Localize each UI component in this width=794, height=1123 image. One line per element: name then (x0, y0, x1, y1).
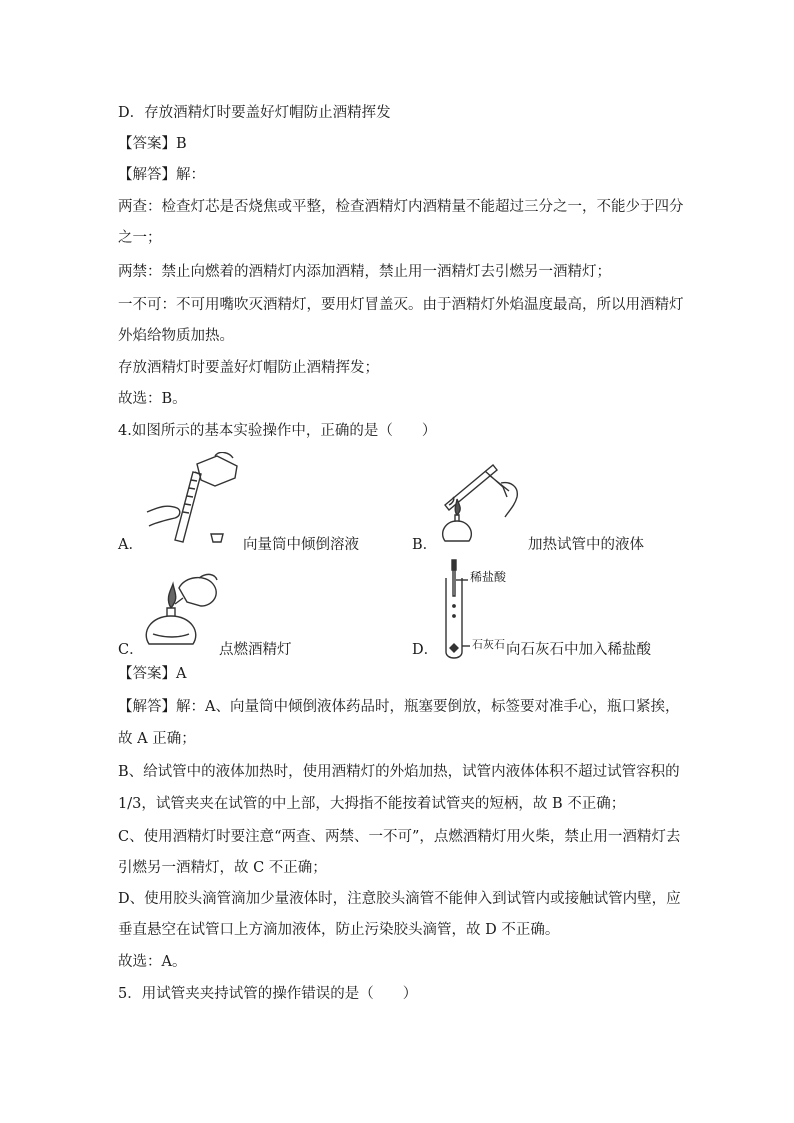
solution-text: 一不可：不可用嘴吹灭酒精灯，要用灯冒盖灭。由于酒精灯外焰温度最高，所以用酒精灯 (118, 297, 684, 313)
solution-text: 垂直悬空在试管口上方滴加液体，防止污染胶头滴管，故 D 不正确。 (118, 922, 560, 938)
solution-text: 1/3，试管夹夹在试管的中上部，大拇指不能按着试管夹的短柄，故 B 不正确； (118, 796, 626, 812)
answer-label: 【答案】A (118, 666, 187, 682)
final-answer: 故选：A。 (118, 954, 187, 970)
solution-label: 【解答】解： (118, 167, 205, 183)
solution-text: 存放酒精灯时要盖好灯帽防止酒精挥发； (118, 360, 379, 376)
option-c-text: 点燃酒精灯 (219, 642, 292, 658)
option-d-letter: D． (412, 642, 439, 658)
option-b-letter: B． (412, 537, 438, 553)
solution-text: 外焰给物质加热。 (118, 328, 234, 344)
solution-text: 两禁：禁止向燃着的酒精灯内添加酒精，禁止用一酒精灯去引燃另一酒精灯； (118, 264, 611, 280)
question-4-stem: 4.如图所示的基本实验操作中，正确的是（ ） (118, 423, 437, 439)
label-limestone: 石灰石 (472, 638, 505, 651)
figure-c-lighting (143, 568, 228, 650)
option-b-text: 加热试管中的液体 (528, 537, 644, 553)
figure-b-heating (435, 455, 530, 545)
final-answer: 故选：B。 (118, 391, 187, 407)
figure-a-pouring (145, 452, 245, 547)
option-d-text: 向石灰石中加入稀盐酸 (506, 642, 651, 658)
solution-text: 之一； (118, 230, 162, 246)
solution-text: 引燃另一酒精灯，故 C 不正确； (118, 860, 327, 876)
solution-text: C、使用酒精灯时要注意“两查、两禁、一不可”，点燃酒精灯用火柴，禁止用一酒精灯去 (118, 829, 681, 845)
option-a-text: 向量筒中倾倒溶液 (243, 537, 359, 553)
option-c-letter: C． (118, 642, 144, 658)
solution-text: D、使用胶头滴管滴加少量液体时，注意胶头滴管不能伸入到试管内或接触试管内壁，应 (118, 891, 681, 907)
solution-text: 【解答】解：A、向量筒中倾倒液体药品时，瓶塞要倒放，标签要对准手心，瓶口紧挨， (118, 699, 680, 715)
answer-label: 【答案】B (118, 136, 187, 152)
solution-text: 两查：检查灯芯是否烧焦或平整，检查酒精灯内酒精量不能超过三分之一，不能少于四分 (118, 199, 684, 215)
solution-text: 故 A 正确； (118, 731, 196, 747)
label-dilute-hcl: 稀盐酸 (470, 570, 507, 584)
solution-text: B、给试管中的液体加热时，使用酒精灯的外焰加热，试管内液体体积不超过试管容积的 (118, 764, 680, 780)
option-a-letter: A． (118, 537, 143, 553)
option-d-previous-question: D．存放酒精灯时要盖好灯帽防止酒精挥发 (118, 105, 391, 121)
question-5-stem: 5．用试管夹夹持试管的操作错误的是（ ） (118, 986, 418, 1002)
